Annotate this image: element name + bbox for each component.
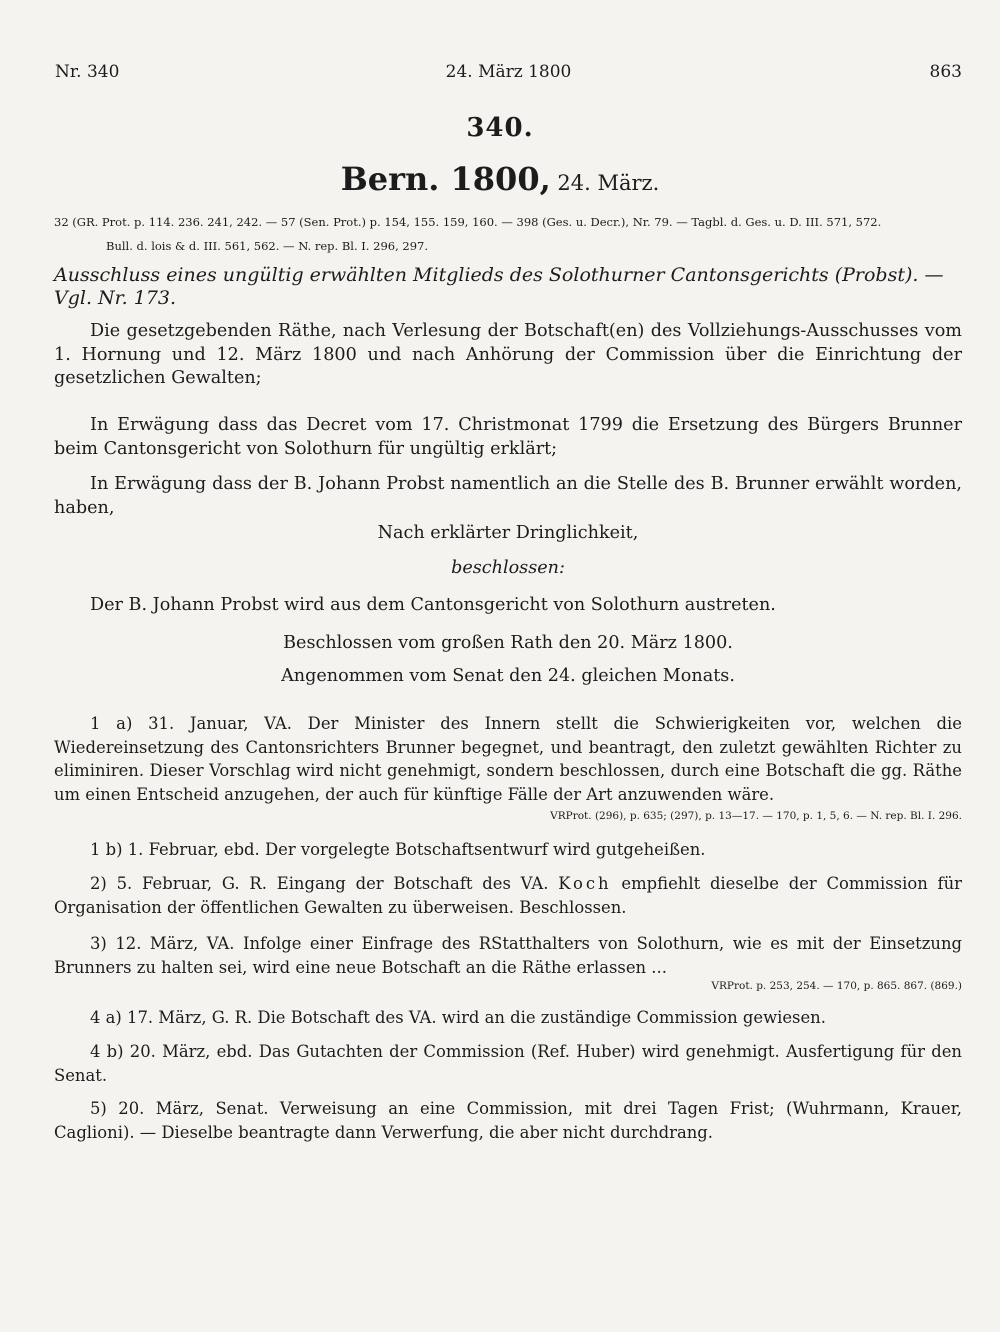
document-number: 340. — [466, 113, 534, 143]
place-date: 24. März. — [550, 171, 660, 195]
entry-3-text: 3) 12. März, VA. Infolge einer Einfrage des RStatthalters von Solothurn, wie es mit der Einsetzung Brunners zu halten sei, wird eine neue Botschaft an die Räthe erlassen ... — [54, 934, 962, 977]
place-city-year: Bern. 1800, — [340, 160, 551, 198]
entry-3 — [54, 932, 962, 979]
consideration-1 — [54, 414, 962, 461]
entry-2-post: empfiehlt dieselbe der Commission für Organisation der öffentlichen Gewalten zu überweisen. Beschlossen. — [54, 874, 962, 917]
entry-4b — [54, 1040, 962, 1087]
entry-5-text: 5) 20. März, Senat. Verweisung an eine Commission, mit drei Tagen Frist; (Wuhrmann, Krauer, Caglioni). — Dieselbe beantragte dann Verwerfung, die aber nicht durchdrang. — [54, 1099, 962, 1142]
signature-great-council: Beschlossen vom großen Rath den 20. März 1800. — [283, 633, 733, 653]
entry-4a-text: 4 a) 17. März, G. R. Die Botschaft des VA. wird an die zuständige Commission gewiesen. — [90, 1008, 826, 1027]
resolved-line: beschlossen: — [451, 558, 565, 578]
entry-3-reference: VRProt. p. 253, 254. — 170, p. 865. 867. (869.) — [711, 980, 962, 992]
urgency-line: Nach erklärter Dringlichkeit, — [377, 523, 639, 543]
entry-4b-text: 4 b) 20. März, ebd. Das Gutachten der Commission (Ref. Huber) wird genehmigt. Ausfertigung für den Senat. — [54, 1042, 962, 1085]
entry-5 — [54, 1097, 962, 1144]
source-references — [54, 210, 962, 258]
entry-1b-text: 1 b) 1. Februar, ebd. Der vorgelegte Botschaftsentwurf wird gutgeheißen. — [90, 840, 706, 859]
entry-1a-reference: VRProt. (296), p. 635; (297), p. 13—17. — 170, p. 1, 5, 6. — N. rep. Bl. I. 296. — [550, 810, 962, 822]
signature-senate: Angenommen vom Senat den 24. gleichen Monats. — [281, 666, 735, 686]
consideration-2-text: In Erwägung dass der B. Johann Probst namentlich an die Stelle des B. Brunner erwählt worden, haben, — [54, 474, 962, 518]
header-doc-number: Nr. 340 — [55, 62, 120, 82]
entry-1b — [54, 838, 962, 862]
document-title: Ausschluss eines ungültig erwählten Mitglieds des Solothurner Cantonsgerichts (Probst). — Vgl. Nr. 173. — [54, 264, 944, 309]
decision-text: Der B. Johann Probst wird aus dem Cantonsgericht von Solothurn austreten. — [90, 595, 776, 615]
entry-2-text — [54, 872, 962, 919]
entry-1a — [54, 712, 962, 806]
consideration-1-text: In Erwägung dass das Decret vom 17. Christmonat 1799 die Ersetzung des Bürgers Brunner beim Cantonsgericht von Solothurn für ungültig erklärt; — [54, 415, 962, 459]
consideration-2 — [54, 473, 962, 520]
preamble-text: Die gesetzgebenden Räthe, nach Verlesung der Botschaft(en) des Vollziehungs-Ausschusses vom 1. Hornung und 12. März 1800 und nach Anhörung der Commission über die Einrichtung der gesetzlichen Gewalten; — [54, 321, 962, 388]
entry-2-pre: 2) 5. Februar, G. R. Eingang der Botschaft des VA. — [90, 874, 559, 893]
page-header — [55, 62, 962, 86]
decision — [54, 594, 962, 618]
source-line-2: Bull. d. lois & d. III. 561, 562. — N. rep. Bl. I. 296, 297. — [106, 239, 428, 253]
place-date-heading — [0, 160, 1000, 198]
entry-2-name: Koch — [558, 874, 612, 893]
preamble — [54, 320, 962, 391]
entry-4a — [54, 1006, 962, 1030]
entry-1a-text: 1 a) 31. Januar, VA. Der Minister des Innern stellt die Schwierigkeiten vor, welchen die Wiedereinsetzung des Cantonsrichters Brunner begegnet, und beantragt, den zuletzt gewählten Richter zu eliminiren. Dieser Vorschlag wird nicht genehmigt, sondern beschlossen, durch eine Botschaft die gg. Räthe um einen Entscheid anzugehen, der auch für künftige Fälle der Art anzuwenden wäre. — [54, 714, 962, 804]
header-page-number: 863 — [929, 62, 962, 82]
source-line-1: 32 (GR. Prot. p. 114. 236. 241, 242. — 57 (Sen. Prot.) p. 154, 155. 159, 160. — 398 (Ges. u. Decr.), Nr. 79. — Tagbl. d. Ges. u. D. III. 571, 572. — [54, 215, 882, 229]
entry-2 — [54, 872, 962, 919]
header-date: 24. März 1800 — [445, 62, 572, 82]
